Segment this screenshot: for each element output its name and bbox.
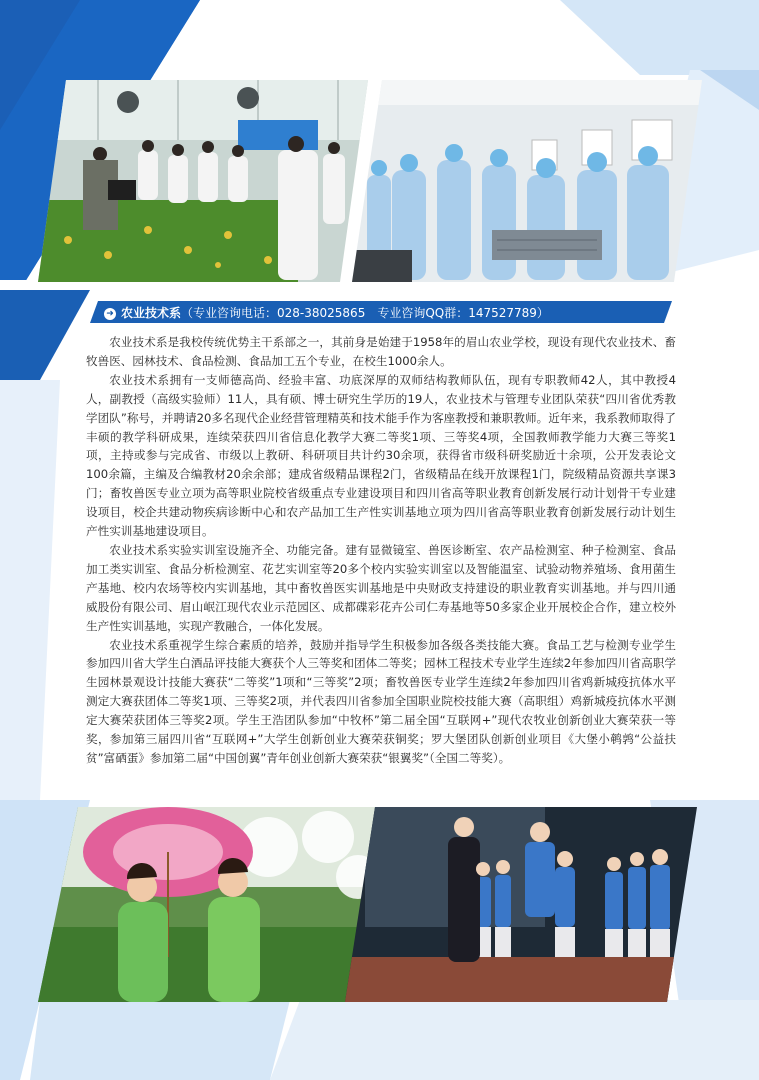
paragraph-intro: 农业技术系是我校传统优势主干系部之一，其前身是始建于1958年的眉山农业学校，现设有现代农业技术、畜牧兽医、园林技术、食品检测、食品加工五个专业，在校生1000余人。: [86, 335, 676, 368]
paragraph-faculty: 农业技术系拥有一支师德高尚、经验丰富、功底深厚的双师结构教师队伍，现有专职教师42人，其中教授4人，副教授（高级实验师）11人，具有硕、博士研究生学历的19人，农业技术与管理专业团队荣获“四川省优秀教学团队”称号，并聘请20多名现代企业经营管理精英和技术能手作为客座教授和兼职教师。近年来，我系教师取得了丰硕的教学科研成果，连续荣获四川省信息化教学大赛二等奖1项、三等奖4项，全国教师教学能力大赛三等奖1项，主持或参与完成省、市级以上教研、科研项目共计约30余项，获得省市级科研奖励近十余项，公开发表论文100余篇，主编及合编教材20余余部；建成省级精品课程2门，省级精品在线开放课程1门，院级精品资源共享课3门；畜牧兽医专业立项为高等职业院校省级重点专业建设项目和四川省高等职业教育创新发展行动计划骨干专业建设项目，校企共建动物疾病诊断中心和农产品加工生产性实训基地立项为四川省高等职业教育创新发展行动计划生产性实训基地建设项目。: [86, 372, 676, 539]
lab-photo: [352, 80, 702, 282]
stage-photo: [345, 807, 697, 1002]
paragraph-facilities: 农业技术系实验实训室设施齐全、功能完备。建有显微镜室、兽医诊断室、农产品检测室、种子检测室、食品加工类实训室、食品分析检测室、花艺实训室等20多个校内实验实训室以及智能温室、试验动物养殖场、食用菌生产基地、校内农场等校内实训基地，其中畜牧兽医实训基地是中央财政支持建设的职业教育实训基地。并与四川通威股份有限公司、眉山岷江现代农业示范园区、成都碟彩花卉公司仁寿基地等50多家企业开展校企合作，建立校外生产性实训基地，实现产教融合，一体化发展。: [86, 542, 676, 633]
section-header: [90, 301, 672, 323]
section-body: [86, 333, 676, 768]
greenhouse-photo: [38, 80, 368, 282]
umbrella-photo: [38, 807, 378, 1002]
section-title-line: [104, 304, 549, 321]
paragraph-competitions: 农业技术系重视学生综合素质的培养，鼓励并指导学生积极参加各级各类技能大赛。食品工艺与检测专业学生参加四川省大学生白酒品评技能大赛获个人三等奖和团体二等奖；园林工程技术专业学生连续2年参加四川省高职学生园林景观设计技能大赛获“二等奖”1项和“三等奖”2项；畜牧兽医专业学生连续2年参加四川省鸡新城疫抗体水平测定大赛获团体二等奖1项、三等奖2项，并代表四川省参加全国职业院校技能大赛（高职组）鸡新城疫抗体水平测定大赛荣获团体三等奖2项。学生王浩团队参加“中牧杯”第二届全国“互联网+”现代农牧业创新创业大赛荣获一等奖，参加第三届四川省“互联网+”大学生创新创业大赛荣获铜奖；罗大堡团队创新创业项目《大堡小鹌鹑“公益扶贫”富硒蛋》参加第二届“中国创翼”青年创业创新大赛荣获“银翼奖”（全国二等奖）。: [86, 637, 676, 765]
section-title: 农业技术系: [121, 306, 182, 320]
section-contact: （专业咨询电话：028-38025865 专业咨询QQ群：147527789）: [181, 306, 549, 320]
arrow-right-icon: ➜: [104, 308, 116, 320]
